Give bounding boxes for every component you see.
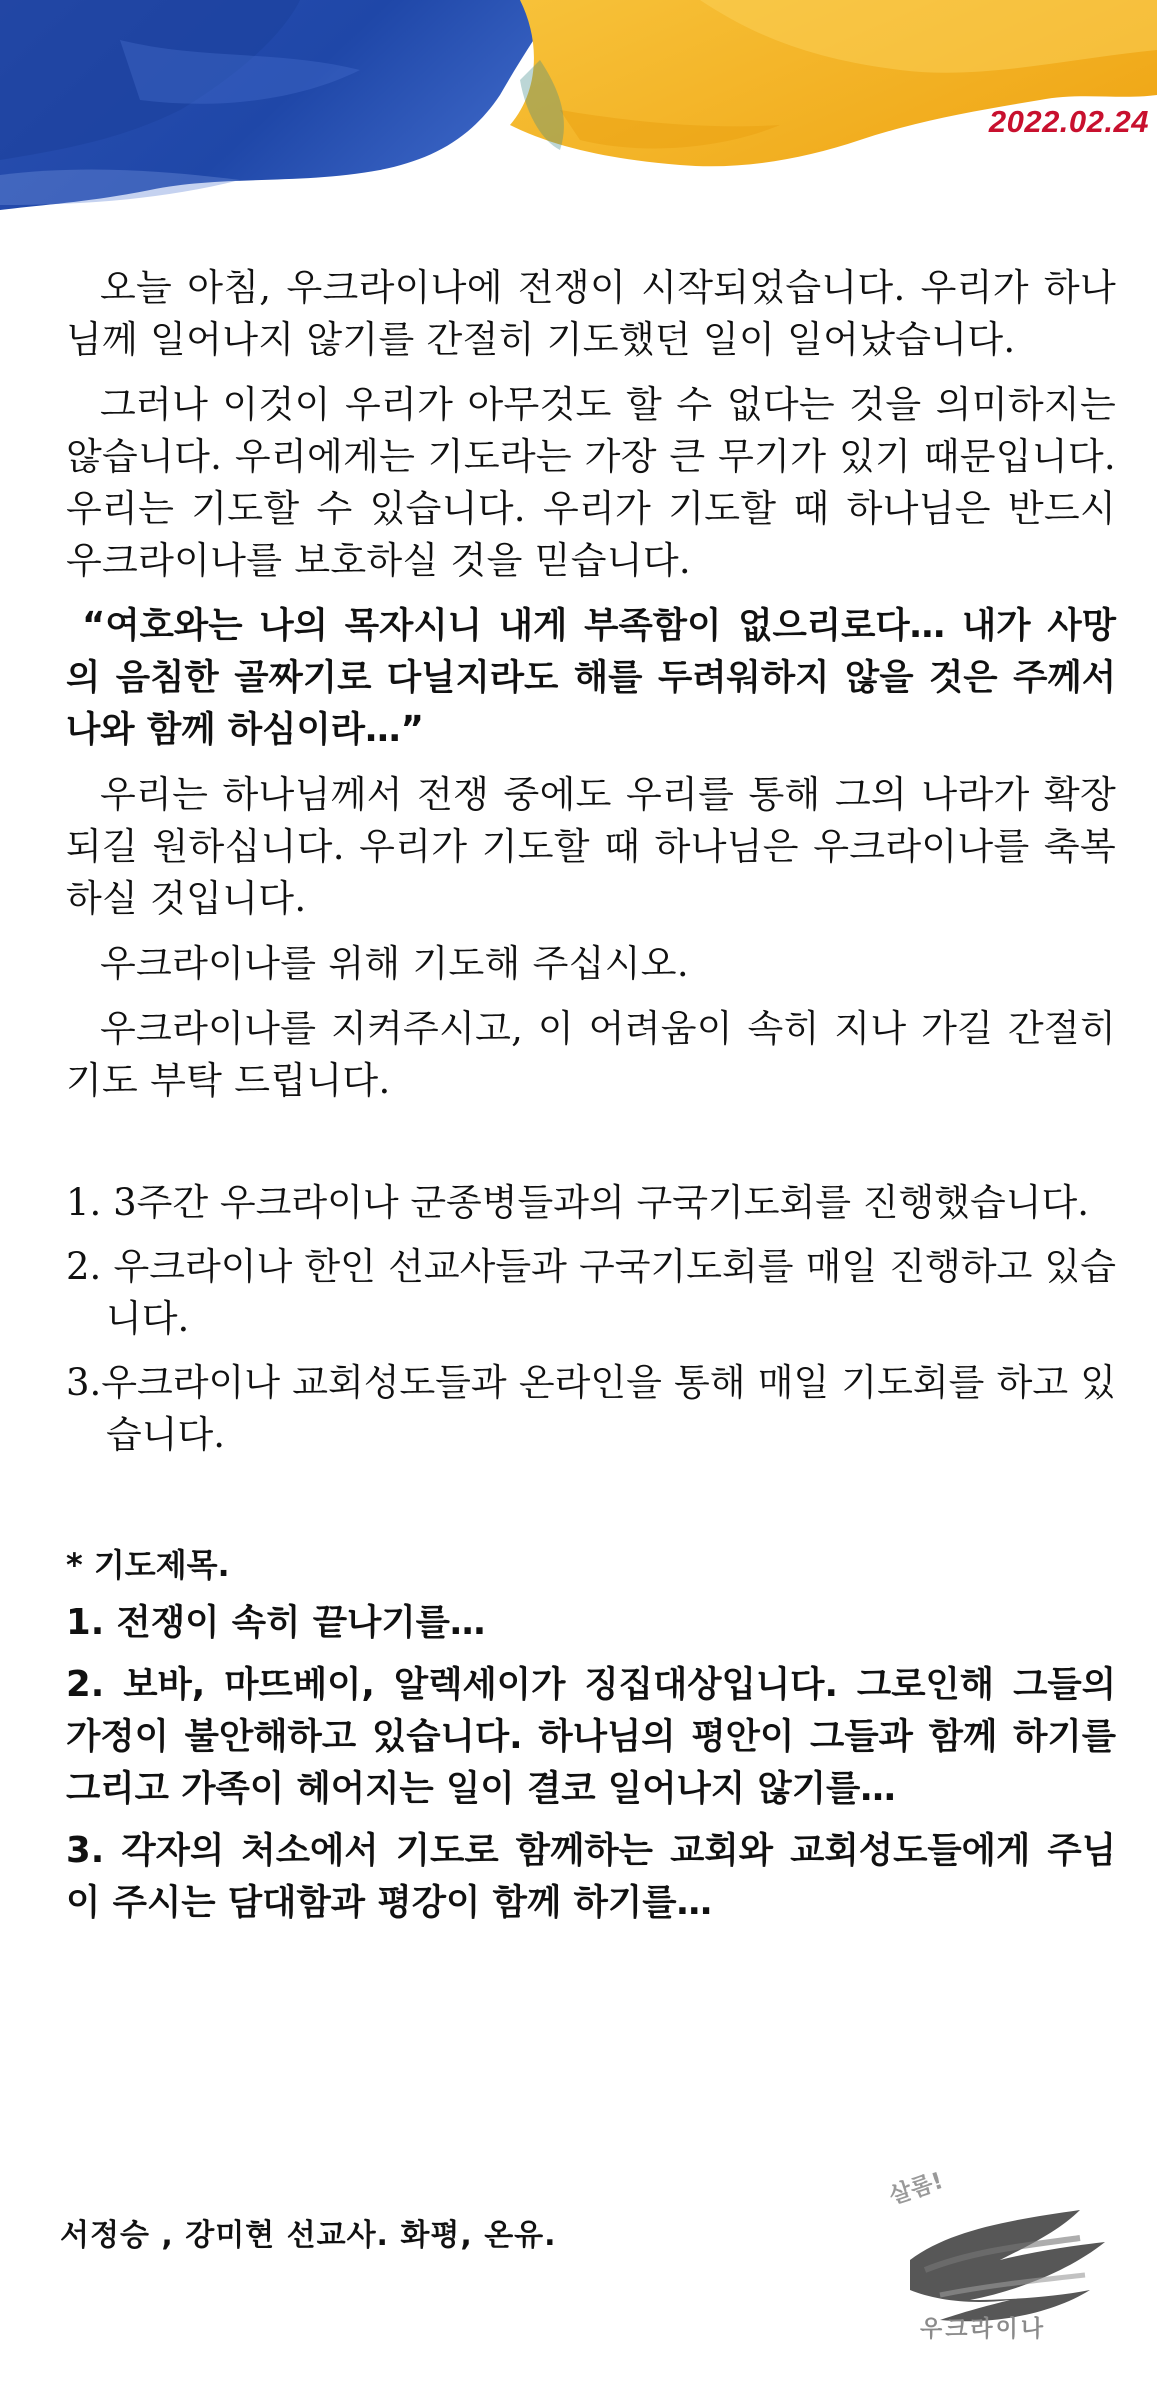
prayer-heading: * 기도제목. bbox=[66, 1546, 230, 1584]
letter-body bbox=[66, 262, 1116, 1939]
paragraph: 오늘 아침, 우크라이나에 전쟁이 시작되었습니다. 우리가 하나님께 일어나지 않기를 간절히 기도했던 일이 일어났습니다. bbox=[66, 266, 1116, 361]
paragraph: 우크라이나를 지켜주시고, 이 어려움이 속히 지나 가길 간절히 기도 부탁 드립니다. bbox=[66, 1007, 1116, 1102]
ukraine-text: 우크라이나 bbox=[920, 2316, 1047, 2342]
signature: 서정승 , 강미현 선교사. 화평, 온유. bbox=[60, 2218, 557, 2253]
activity-item: 1. 3주간 우크라이나 군종병들과의 구국기도회를 진행했습니다. bbox=[66, 1181, 1089, 1224]
activity-item: 3.우크라이나 교회성도들과 온라인을 통해 매일 기도회를 하고 있습니다. bbox=[66, 1361, 1116, 1456]
paragraph: 우리는 하나님께서 전쟁 중에도 우리를 통해 그의 나라가 확장되길 원하십니다. 우리가 기도할 때 하나님은 우크라이나를 축복하실 것입니다. bbox=[66, 773, 1116, 920]
prayer-item: 3. 각자의 처소에서 기도로 함께하는 교회와 교회성도들에게 주님이 주시는 담대함과 평강이 함께 하기를… bbox=[66, 1830, 1116, 1923]
activity-item: 2. 우크라이나 한인 선교사들과 구국기도회를 매일 진행하고 있습니다. bbox=[66, 1245, 1116, 1340]
shalom-text: 살롬! bbox=[886, 2168, 947, 2210]
date-label: 2022.02.24 bbox=[988, 104, 1149, 139]
prayer-item: 1. 전쟁이 속히 끝나기를… bbox=[66, 1602, 486, 1643]
prayer-item: 2. 보바, 마뜨베이, 알렉세이가 징집대상입니다. 그로인해 그들의 가정이 불안해하고 있습니다. 하나님의 평안이 그들과 함께 하기를 그리고 가족이 헤어지는 일이 결코 일어나지 않기를… bbox=[66, 1664, 1116, 1809]
paragraph: 그러나 이것이 우리가 아무것도 할 수 없다는 것을 의미하지는 않습니다. 우리에게는 기도라는 가장 큰 무기가 있기 때문입니다. 우리는 기도할 수 있습니다. 우리가 기도할 때 하나님은 반드시 우크라이나를 보호하실 것을 믿습니다. bbox=[66, 383, 1116, 582]
paragraph: 우크라이나를 위해 기도해 주십시오. bbox=[100, 942, 689, 985]
ukraine-flag-watercolor bbox=[0, 0, 1157, 230]
activity-list bbox=[66, 1177, 1116, 1461]
watercolor-banner bbox=[0, 0, 1157, 230]
shalom-ukraine-logo bbox=[880, 2150, 1120, 2350]
scripture-quote: “여호와는 나의 목자시니 내게 부족함이 없으리로다… 내가 사망의 음침한 골짜기로 다닐지라도 해를 두려워하지 않을 것은 주께서 나와 함께 하심이라…” bbox=[66, 605, 1116, 750]
